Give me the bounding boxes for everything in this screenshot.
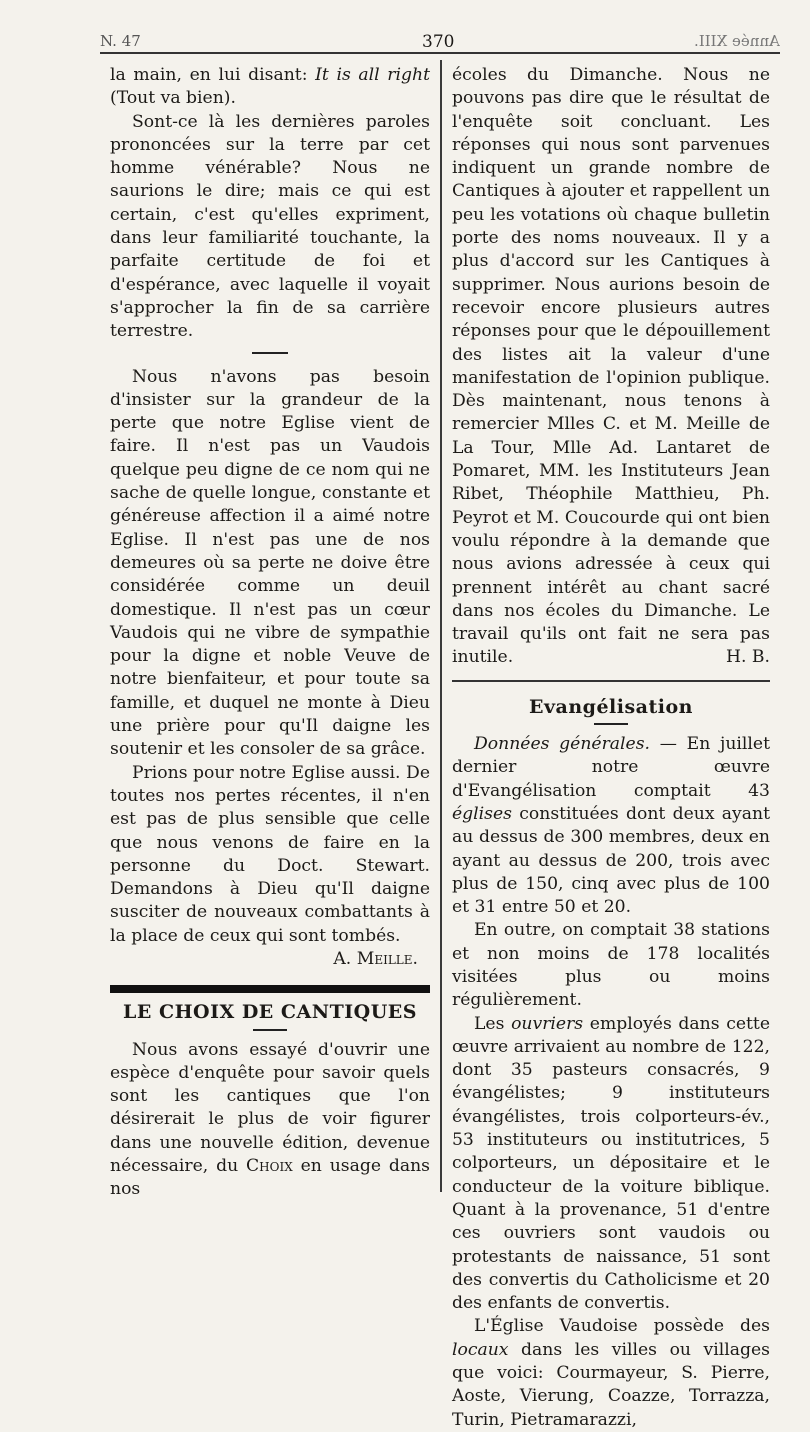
title-rule: [253, 1029, 287, 1031]
page-header: [100, 30, 780, 58]
paragraph: Sont-ce là les dernières paroles prononcées sur la terre par cet homme vénérable? Nous ne saurions le dire; mais ce qui est certain, c'est qu'elles expriment, dans leur familiarité touchante, la parfaite certitude de foi et d'espérance, avec laquelle il voyait s'approcher la fin de sa carrière terrestre.: [110, 111, 430, 342]
text-run: (Tout va bien).: [110, 88, 236, 109]
text-run: écoles du Dimanche. Nous ne pouvons pas dire que le résultat de l'enquête soit concluant. Les réponses qui nous sont parvenues indiquent un grande nombre de Cantiques à ajouter et rappellent un peu les votations où chaque bulletin porte des noms nouveaux. Il y a plus d'accord sur les Cantiques à supprimer. Nous aurions besoin de recevoir encore plusieurs autres réponses pour que le dépouillement des listes ait la valeur d'une manifestation de l'opinion publique. Dès maintenant, nous tenons à remercier Mlles C. et M. Meille de La Tour, Mlle Ad. Lantaret de Pomaret, MM. les Instituteurs Jean Ribet, Théophile Matthieu, Ph. Peyrot et M. Coucourde qui ont bien voulu répondre à la demande que nous avions adressée à ceux qui prennent intérêt au chant sacré dans nos écoles du Dimanche. Le travail qu'ils ont fait ne sera pas inutile.: [452, 65, 770, 668]
emphasis: ouvriers: [511, 1013, 584, 1034]
emphasis: églises: [452, 803, 512, 824]
header-rule: [100, 52, 780, 54]
paragraph: Nous n'avons pas besoin d'insister sur la grandeur de la perte que notre Eglise vient de faire. Il n'est pas un Vaudois quelque peu digne de ce nom qui ne sache de quelle longue, constante et généreuse affection il a aimé notre Eglise. Il n'est pas une de nos demeures où sa perte ne doive être considérée comme un deuil domestique. Il n'est pas un cœur Vaudois qui ne vibre de sympathie pour la digne et noble Veuve de notre bienfaiteur, et pour toute sa famille, et duquel ne monte à Dieu une prière pour qu'Il daigne les soutenir et les consoler de sa grâce.: [110, 366, 430, 760]
english-quote: It is all right: [315, 65, 430, 85]
paragraph: En outre, on comptait 38 stations et non moins de 178 localités visitées plus ou moins régulièrement.: [452, 920, 770, 1011]
text-run: la main, en lui disant:: [110, 65, 316, 85]
paragraph: [452, 733, 770, 919]
text-run: Nous avons essayé d'ouvrir une espèce d'enquête pour savoir quels sont les cantiques que l'on désirerait le plus de voir figurer dans une nouvelle édition, devenue nécessaire, du: [110, 1039, 430, 1177]
title-rule: [594, 723, 628, 725]
paragraph: [452, 1315, 770, 1431]
column-divider: [440, 60, 442, 1192]
text-run: constituées dont deux ayant au dessus de 300 membres, deux en ayant au dessus de 200, trois avec plus de 150, cinq avec plus de 100 et 31 entre 50 et 20.: [452, 803, 770, 918]
book-title: Choix: [246, 1156, 293, 1177]
paragraph: [110, 64, 430, 111]
paragraph: [452, 1013, 770, 1316]
separator-rule: [452, 680, 770, 682]
text-run: L'Église Vaudoise possède des: [474, 1316, 770, 1337]
emphasis: locaux: [452, 1339, 509, 1360]
author-signature: A. Meille.: [333, 948, 418, 969]
author-initials: H. B.: [725, 647, 770, 668]
page-number: 370: [422, 32, 455, 52]
paragraph: Prions pour notre Eglise aussi. De toutes nos pertes récentes, il n'en est pas de plus sensible que celle que nous venons de faire en la personne du Doct. Stewart. Demandons à Dieu qu'Il daigne susciter de nouveaux combattants à la place de ceux qui sont tombés.: [110, 762, 430, 946]
text-run: employés dans cette œuvre arrivaient au nombre de 122, dont 35 pasteurs consacrés, 9 évangélistes; 9 instituteurs évangélistes, trois colporteurs-év., 53 instituteurs ou institutrices, 5 colporteurs, un dépositaire et le conducteur de la voiture biblique. Quant à la provenance, 51 d'entre ces ouvriers sont vaudois ou protestants de naissance, 51 sont des convertis du Catholicisme et 20 des enfants de convertis.: [452, 1013, 770, 1314]
text-run: dans les villes ou villages que voici: Courmayeur, S. Pierre, Aoste, Vierung, Coazze, Torrazza, Turin, Pietramarazzi,: [452, 1339, 770, 1430]
text-run: — En juillet dernier notre œuvre d'Evangélisation comptait 43: [452, 734, 770, 801]
text-run: en usage dans nos: [110, 1156, 430, 1200]
section-title-cantiques: LE CHOIX DE CANTIQUES: [123, 1001, 417, 1024]
paragraph: [110, 1039, 430, 1202]
right-column: [452, 64, 770, 1432]
year-label: Année XIII.: [694, 32, 780, 50]
paragraph: [452, 64, 770, 670]
text-run: Les: [474, 1013, 512, 1034]
section-title-evangelisation: Evangélisation: [529, 695, 693, 718]
left-column: [110, 64, 430, 1202]
section-bar: [110, 985, 430, 993]
issue-number: N. 47: [100, 32, 141, 50]
separator-rule: [252, 352, 288, 354]
subheading: Données générales.: [474, 734, 650, 755]
